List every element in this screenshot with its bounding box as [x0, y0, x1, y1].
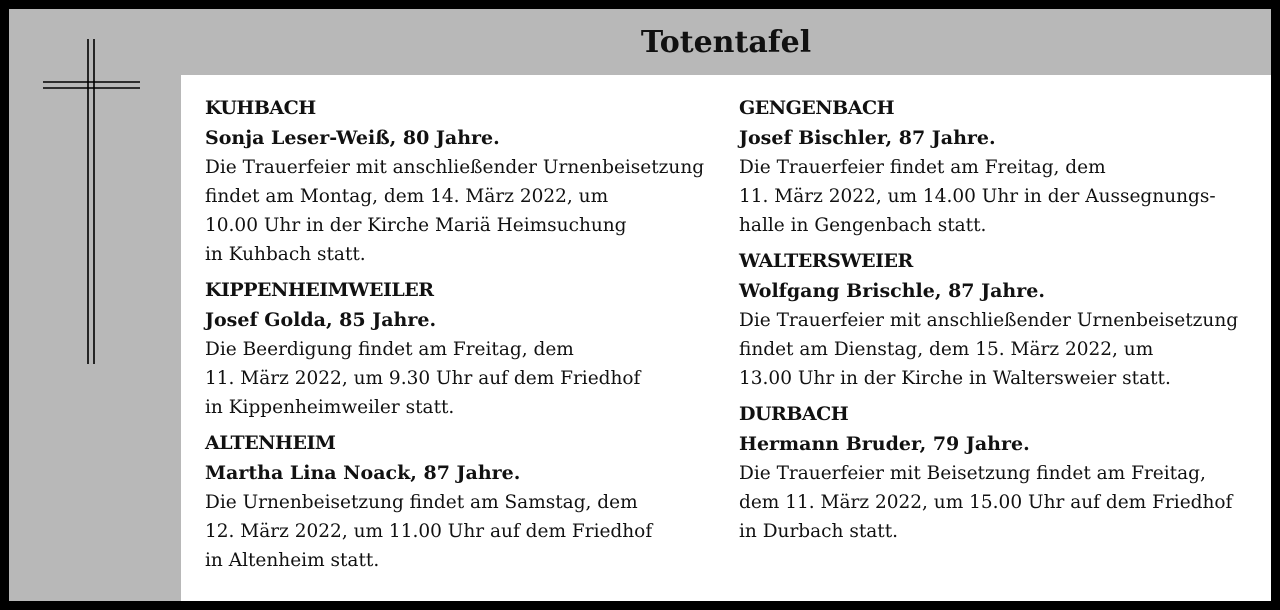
- entry-text-line: Die Trauerfeier mit anschließender Urnenbeisetzung: [739, 310, 1239, 331]
- deceased-name: Wolfgang Brischle, 87 Jahre.: [739, 280, 1045, 302]
- entry-text-line: 11. März 2022, um 14.00 Uhr in der Aussegnungs-: [739, 186, 1216, 207]
- entry-text-line: Die Urnenbeisetzung findet am Samstag, dem: [205, 492, 638, 513]
- deceased-name: Josef Golda, 85 Jahre.: [205, 309, 437, 331]
- entry-text-line: dem 11. März 2022, um 15.00 Uhr auf dem Friedhof: [739, 492, 1233, 513]
- entry-text-line: in Durbach statt.: [739, 521, 899, 542]
- obituary-entry: [739, 399, 1259, 546]
- entry-text-line: in Kippenheimweiler statt.: [205, 397, 455, 418]
- right-column: [739, 93, 1259, 552]
- obituary-entry: [205, 275, 725, 422]
- entry-text-line: Die Trauerfeier mit anschließender Urnenbeisetzung: [205, 157, 705, 178]
- obituary-entry: [205, 93, 725, 269]
- notice-panel: [181, 75, 1271, 601]
- entry-text-line: Die Beerdigung findet am Freitag, dem: [205, 339, 574, 360]
- entry-text-line: in Altenheim statt.: [205, 550, 380, 571]
- deceased-name: Hermann Bruder, 79 Jahre.: [739, 433, 1030, 455]
- entry-text-line: findet am Dienstag, dem 15. März 2022, um: [739, 339, 1154, 360]
- entry-text-line: 13.00 Uhr in der Kirche in Waltersweier statt.: [739, 368, 1171, 389]
- left-column: [205, 93, 725, 581]
- entry-text-line: 11. März 2022, um 9.30 Uhr auf dem Friedhof: [205, 368, 641, 389]
- entry-text-line: Die Trauerfeier mit Beisetzung findet am Freitag,: [739, 463, 1206, 484]
- obituary-entry: [205, 428, 725, 575]
- entry-text-line: 10.00 Uhr in der Kirche Mariä Heimsuchung: [205, 215, 627, 236]
- obituary-entry: [739, 246, 1259, 393]
- place-heading: ALTENHEIM: [205, 432, 336, 454]
- page-title: Totentafel: [640, 24, 812, 60]
- entry-text-line: halle in Gengenbach statt.: [739, 215, 987, 236]
- cross-icon: [43, 39, 143, 369]
- entry-text-line: 12. März 2022, um 11.00 Uhr auf dem Friedhof: [205, 521, 653, 542]
- obituary-entry: [739, 93, 1259, 240]
- place-heading: DURBACH: [739, 403, 849, 425]
- place-heading: GENGENBACH: [739, 97, 895, 119]
- entry-text-line: Die Trauerfeier findet am Freitag, dem: [739, 157, 1106, 178]
- place-heading: KUHBACH: [205, 97, 316, 119]
- entry-text-line: in Kuhbach statt.: [205, 244, 366, 265]
- deceased-name: Sonja Leser-Weiß, 80 Jahre.: [205, 127, 500, 149]
- place-heading: WALTERSWEIER: [739, 250, 913, 272]
- deceased-name: Josef Bischler, 87 Jahre.: [739, 127, 996, 149]
- deceased-name: Martha Lina Noack, 87 Jahre.: [205, 462, 521, 484]
- place-heading: KIPPENHEIMWEILER: [205, 279, 434, 301]
- entry-text-line: findet am Montag, dem 14. März 2022, um: [205, 186, 609, 207]
